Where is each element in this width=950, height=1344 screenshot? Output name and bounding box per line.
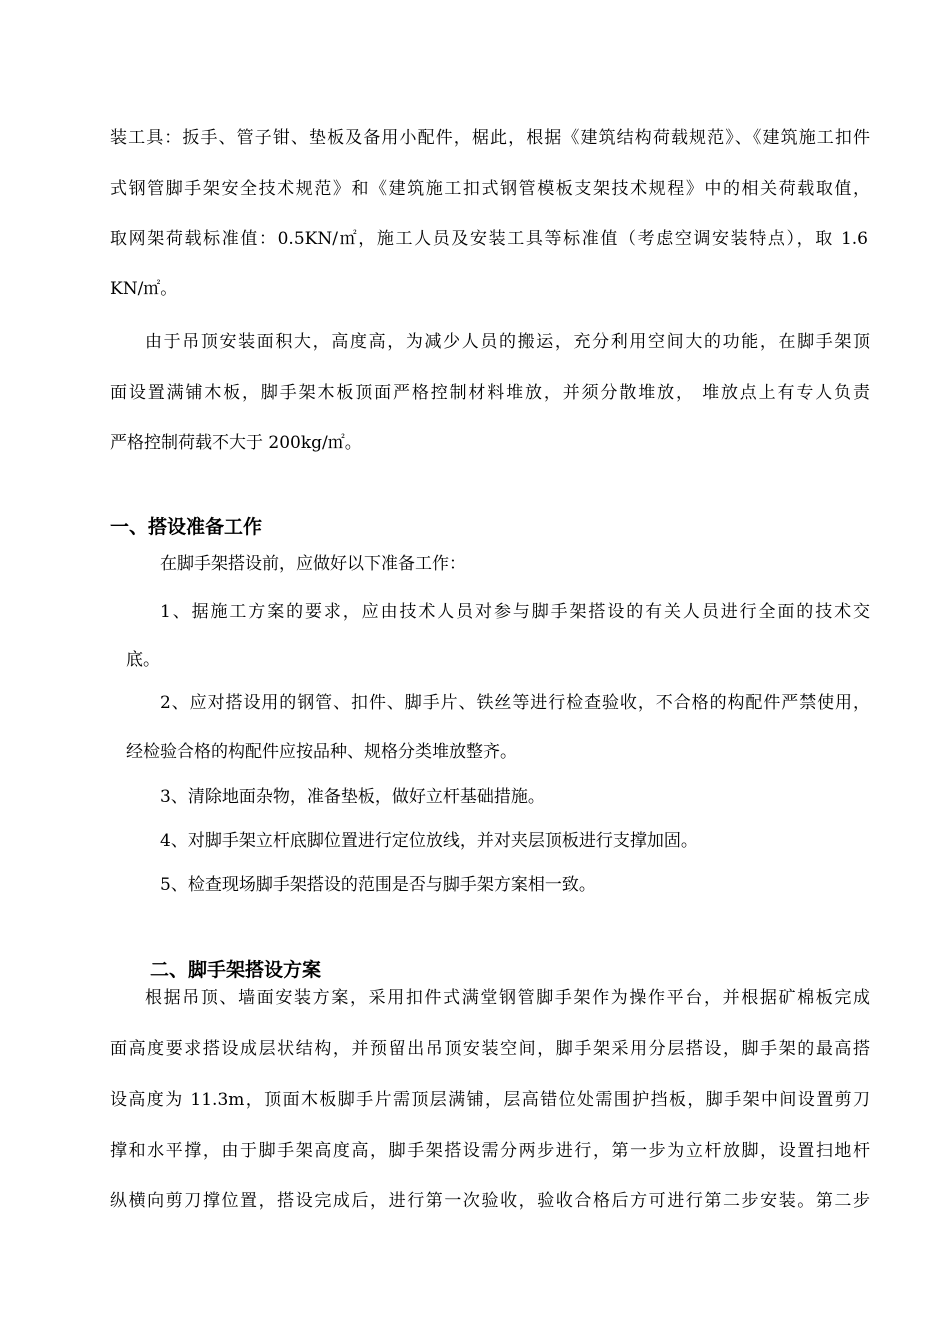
body-text-line: 装工具：扳手、管子钳、垫板及备用小配件，椐此，根据《建筑结构荷载规范》、《建筑施工扣件: [110, 128, 870, 148]
list-item-line: 底。: [126, 650, 160, 670]
body-text-line: 设高度为 11.3m，顶面木板脚手片需顶层满铺，层高错位处需围护挡板，脚手架中间设置剪刀: [110, 1090, 870, 1110]
list-item-line: 1、据施工方案的要求，应由技术人员对参与脚手架搭设的有关人员进行全面的技术交: [160, 602, 870, 622]
body-text-line: 式钢管脚手架安全技术规范》和《建筑施工扣式钢管模板支架技术规程》中的相关荷载取值，: [110, 179, 870, 199]
body-text-line: 严格控制荷载不大于 200kg/㎡。: [110, 433, 362, 453]
list-item: 5、检查现场脚手架搭设的范围是否与脚手架方案相一致。: [160, 875, 596, 895]
list-item: 3、清除地面杂物，准备垫板，做好立杆基础措施。: [160, 787, 545, 807]
list-item: 4、对脚手架立杆底脚位置进行定位放线，并对夹层顶板进行支撑加固。: [160, 831, 698, 851]
body-text-line: 面设置满铺木板，脚手架木板顶面严格控制材料堆放，并须分散堆放， 堆放点上有专人负责: [110, 383, 870, 403]
body-text-line: 根据吊顶、墙面安装方案，采用扣件式满堂钢管脚手架作为操作平台，并根据矿棉板完成: [145, 988, 870, 1008]
section-heading: 一、搭设准备工作: [110, 516, 263, 538]
body-text-line: KN/㎡。: [110, 279, 178, 299]
body-text-line: 由于吊顶安装面积大，高度高，为减少人员的搬运，充分利用空间大的功能，在脚手架顶: [145, 332, 870, 352]
list-item-line: 经检验合格的构配件应按品种、规格分类堆放整齐。: [126, 742, 517, 762]
body-text-line: 撑和水平撑，由于脚手架高度高，脚手架搭设需分两步进行，第一步为立杆放脚，设置扫地杆: [110, 1141, 870, 1161]
section-heading: 二、脚手架搭设方案: [150, 959, 322, 981]
list-item-line: 2、应对搭设用的钢管、扣件、脚手片、铁丝等进行检查验收，不合格的构配件严禁使用，: [160, 693, 870, 713]
section-intro: 在脚手架搭设前，应做好以下准备工作：: [160, 554, 466, 574]
body-text-line: 取网架荷载标准值：0.5KN/㎡，施工人员及安装工具等标准值（考虑空调安装特点），取 1.6: [110, 229, 868, 249]
body-text-line: 面高度要求搭设成层状结构，并预留出吊顶安装空间，脚手架采用分层搭设，脚手架的最高搭: [110, 1039, 870, 1059]
body-text-line: 纵横向剪刀撑位置，搭设完成后，进行第一次验收，验收合格后方可进行第二步安装。第二步: [110, 1191, 870, 1211]
